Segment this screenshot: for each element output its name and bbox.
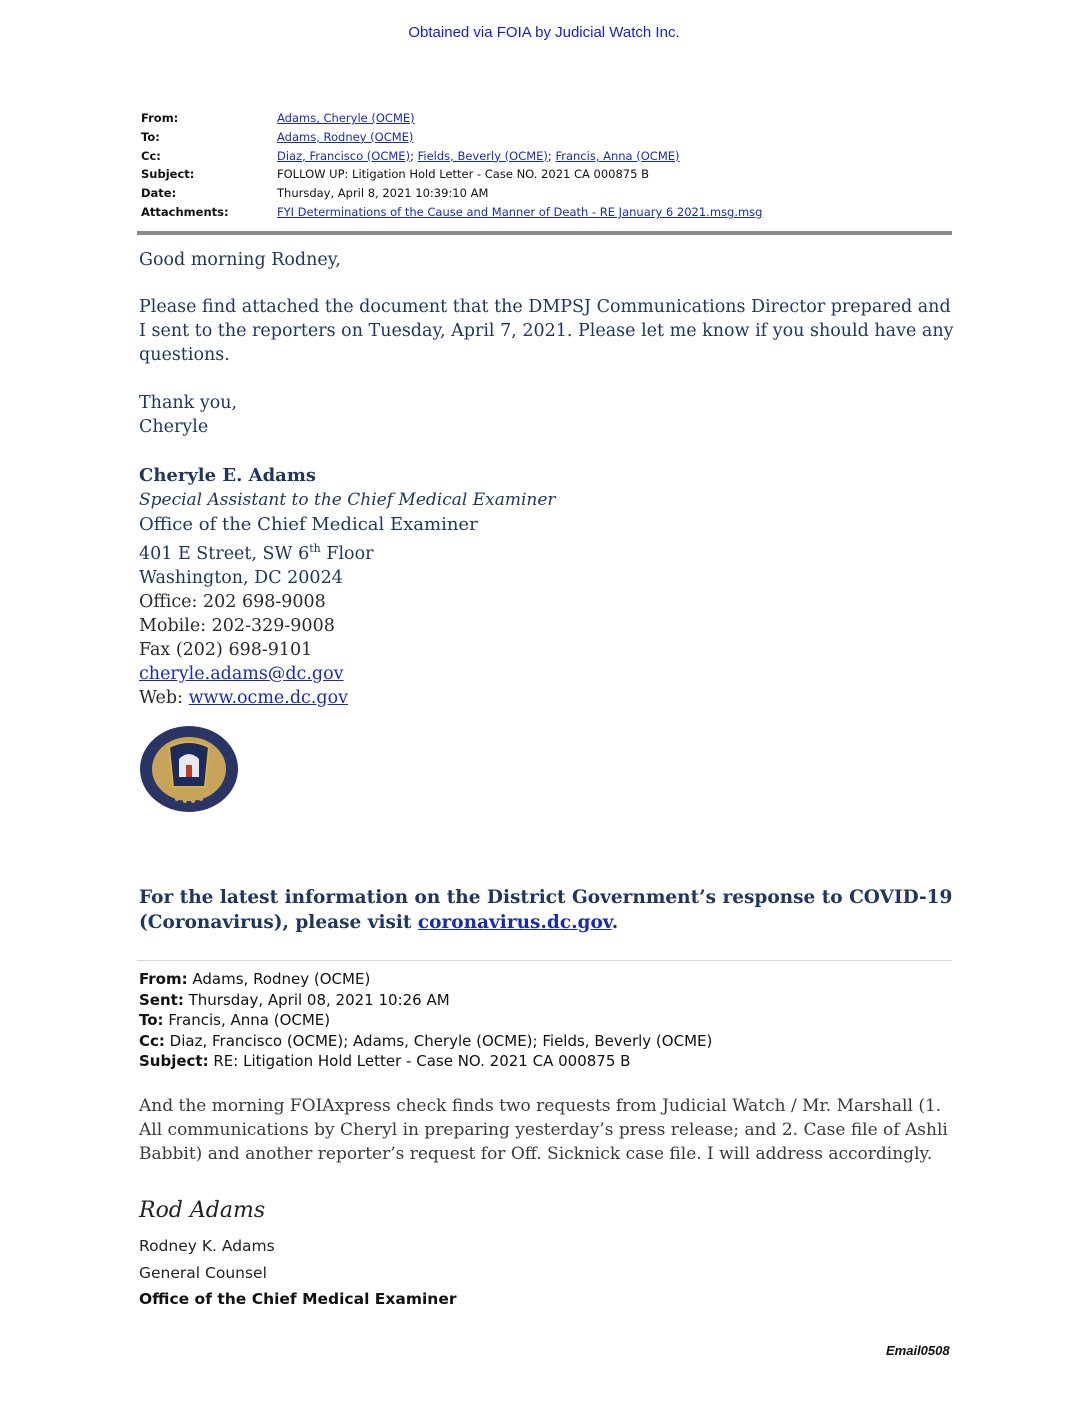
header-date-row: [141, 184, 762, 203]
fwd-from-value: Adams, Rodney (OCME): [187, 970, 371, 988]
fwd-cc-value: Diaz, Francisco (OCME); Adams, Cheryle (OCME); Fields, Beverly (OCME): [164, 1031, 713, 1050]
signature-web: [139, 686, 556, 710]
cc-label: Cc:: [141, 148, 161, 163]
fwd-from-label: From:: [139, 970, 188, 988]
fwd-subject-label: Subject:: [139, 1052, 209, 1070]
covid-notice-period: .: [611, 912, 619, 933]
fwd-sig-title: General Counsel: [139, 1263, 267, 1282]
cc-separator: ;: [547, 148, 556, 163]
address-street: 401 E Street, SW 6: [139, 543, 310, 564]
header-from-row: [141, 109, 762, 128]
forwarded-header: [139, 969, 712, 1072]
fwd-sent-label: Sent:: [139, 990, 184, 1009]
fwd-to-value: Francis, Anna (OCME): [163, 1011, 331, 1029]
address-floor: Floor: [320, 543, 374, 564]
forward-divider: [137, 960, 952, 961]
attachments-label: Attachments:: [141, 204, 229, 219]
fwd-sent-value: Thursday, April 08, 2021 10:26 AM: [183, 990, 450, 1009]
coronavirus-link[interactable]: coronavirus.dc.gov: [417, 912, 612, 933]
greeting: Good morning Rodney,: [139, 250, 341, 270]
handwritten-signature: Rod Adams: [139, 1198, 266, 1223]
email-header: [141, 109, 762, 222]
closing: [139, 391, 237, 439]
fwd-from-row: [139, 969, 712, 990]
fwd-subject-value: RE: Litigation Hold Letter - Case NO. 2021 CA 000875 B: [208, 1052, 631, 1070]
signature-block: [139, 463, 556, 710]
fwd-sig-name: Rodney K. Adams: [139, 1237, 275, 1255]
signature-address-2: Washington, DC 20024: [139, 567, 343, 588]
subject-label: Subject:: [141, 167, 195, 182]
fwd-cc-row: [139, 1031, 712, 1052]
address-sup: th: [309, 542, 321, 555]
covid-notice-text: For the latest information on the District Government’s response to COVID-19 (Coronavirus), please visit: [139, 887, 953, 933]
cc-link-fields[interactable]: Fields, Beverly (OCME): [417, 148, 548, 163]
header-to-row: [141, 128, 762, 147]
subject-value: FOLLOW UP: Litigation Hold Letter - Case NO. 2021 CA 000875 B: [277, 167, 649, 182]
forwarded-body: And the morning FOIAxpress check finds two requests from Judicial Watch / Mr. Marshall (1. All communications by Cheryl in preparing yesterday’s press release; and 2. Case file of Ashli Babbit) and another reporter’s request for Off. Sicknick case file. I will address accordingly.: [139, 1096, 948, 1164]
fwd-subject-row: [139, 1051, 712, 1072]
signature-mobile-phone: Mobile: 202-329-9008: [139, 615, 335, 636]
signature-name: Cheryle E. Adams: [139, 465, 317, 486]
web-label: Web:: [139, 687, 189, 708]
signature-email-link[interactable]: cheryle.adams@dc.gov: [139, 663, 344, 684]
date-label: Date:: [141, 186, 177, 201]
signature-address-1: [139, 537, 556, 566]
header-divider: [137, 231, 952, 235]
attachment-link[interactable]: FYI Determinations of the Cause and Manner of Death - RE January 6 2021.msg.msg: [277, 204, 763, 219]
from-link[interactable]: Adams, Cheryle (OCME): [277, 111, 415, 125]
signature-office-phone: Office: 202 698-9008: [139, 591, 326, 612]
cc-link-diaz[interactable]: Diaz, Francisco (OCME): [277, 148, 411, 163]
date-value: Thursday, April 8, 2021 10:39:10 AM: [277, 186, 489, 201]
fwd-sig-office: Office of the Chief Medical Examiner: [139, 1290, 457, 1308]
fwd-cc-label: Cc:: [139, 1031, 165, 1050]
message-paragraph: Please find attached the document that the DMPSJ Communications Director prepared and I sent to the reporters on Tuesday, April 7, 2021. Please let me know if you should have any questions.: [139, 297, 954, 365]
fwd-to-row: [139, 1010, 712, 1031]
covid-notice: [139, 885, 959, 935]
signature-fax: Fax (202) 698-9101: [139, 639, 313, 660]
signature-title: Special Assistant to the Chief Medical Examiner: [139, 490, 556, 510]
signature-office: Office of the Chief Medical Examiner: [139, 514, 478, 535]
closing-name: Cheryle: [139, 417, 209, 437]
cc-separator: ;: [410, 148, 418, 163]
from-label: From:: [141, 111, 179, 125]
forwarded-signature-block: [139, 1233, 456, 1313]
closing-thanks: Thank you,: [139, 393, 238, 413]
fwd-sent-row: [139, 990, 712, 1011]
signature-web-link[interactable]: www.ocme.dc.gov: [188, 687, 349, 708]
ocme-seal-icon: [139, 725, 239, 813]
header-attachments-row: [141, 203, 762, 222]
foia-banner: Obtained via FOIA by Judicial Watch Inc.: [408, 24, 680, 41]
cc-link-francis[interactable]: Francis, Anna (OCME): [555, 148, 680, 163]
bates-number: Email0508: [886, 1343, 950, 1358]
fwd-to-label: To:: [139, 1011, 164, 1029]
header-cc-row: [141, 147, 762, 166]
header-subject-row: [141, 165, 762, 184]
to-label: To:: [141, 129, 160, 144]
to-link[interactable]: Adams, Rodney (OCME): [277, 129, 414, 144]
